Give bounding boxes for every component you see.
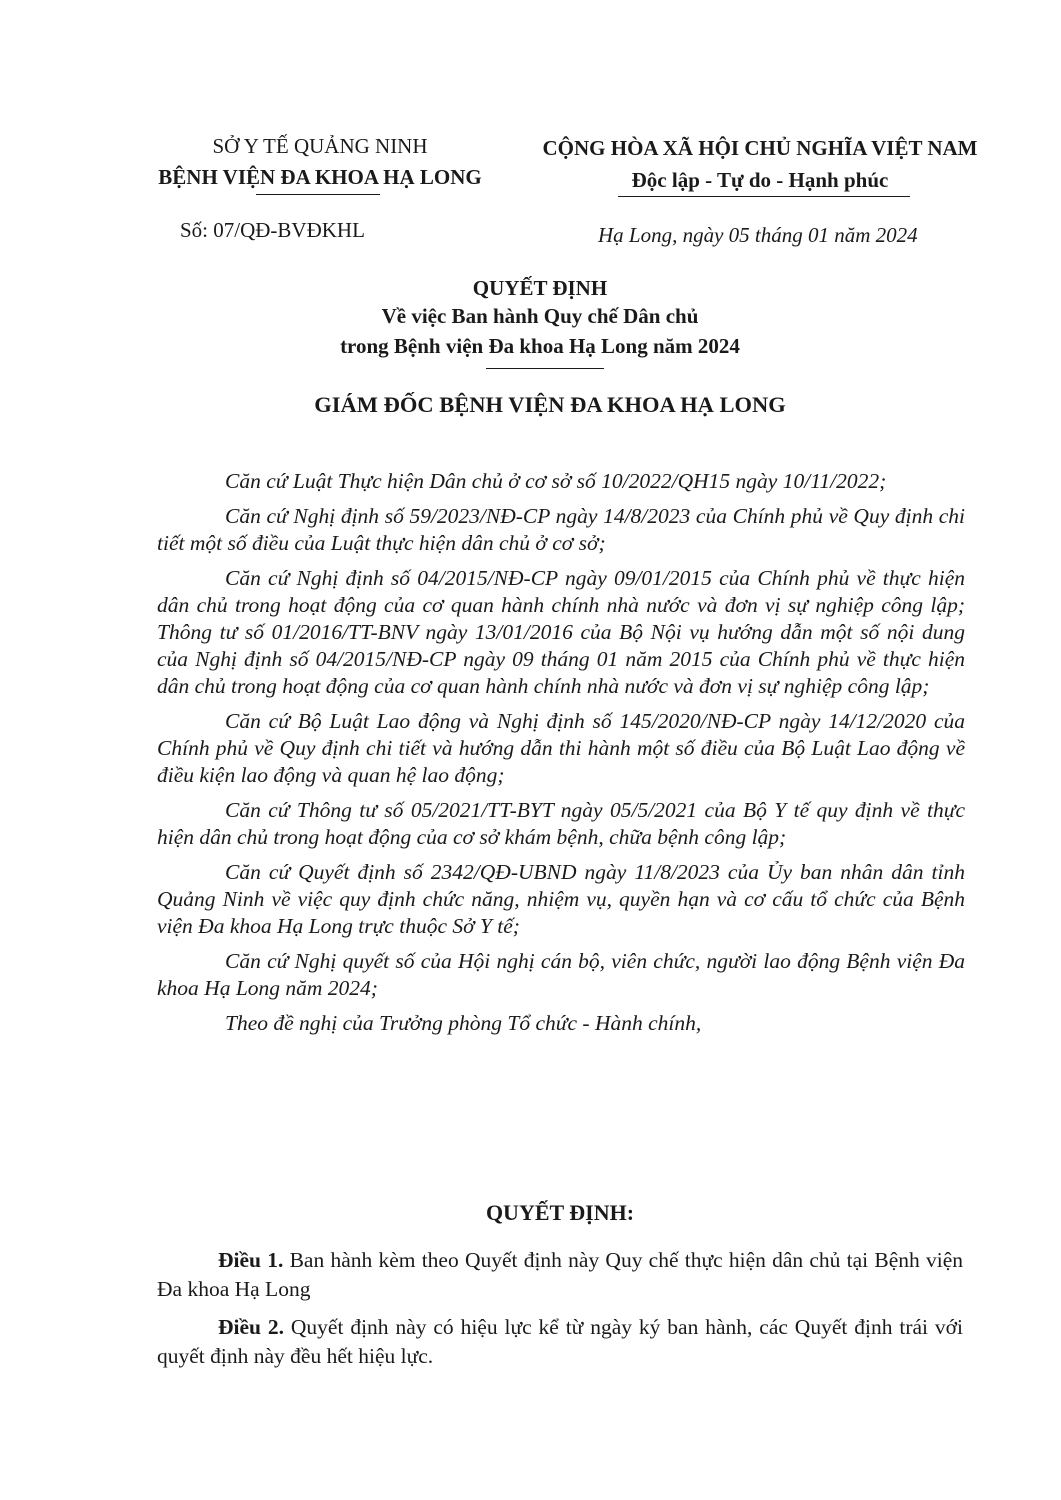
preamble-clause: Căn cứ Thông tư số 05/2021/TT-BYT ngày 05/5/2021 của Bộ Y tế quy định về thực hiện dân chủ trong hoạt động của cơ sở khám bệnh, chữa bệnh công lập; <box>157 798 965 849</box>
agency-underline <box>256 194 380 195</box>
preamble-clause: Căn cứ Nghị định số 59/2023/NĐ-CP ngày 14/8/2023 của Chính phủ về Quy định chi tiết một số điều của Luật thực hiện dân chủ ở cơ sở; <box>157 504 965 555</box>
article-2 <box>157 1313 963 1371</box>
motto-underline <box>618 196 910 197</box>
preamble-clause: Căn cứ Quyết định số 2342/QĐ-UBND ngày 11/8/2023 của Ủy ban nhân dân tỉnh Quảng Ninh về việc quy định chức năng, nhiệm vụ, quyền hạn và cơ cấu tổ chức của Bệnh viện Đa khoa Hạ Long trực thuộc Sở Y tế; <box>157 860 965 938</box>
article-text: Quyết định này có hiệu lực kể từ ngày ký ban hành, các Quyết định trái với quyết định này đều hết hiệu lực. <box>157 1315 963 1368</box>
decision-heading: QUYẾT ĐỊNH: <box>485 1200 635 1225</box>
nation-name: CỘNG HÒA XÃ HỘI CHỦ NGHĨA VIỆT NAM <box>542 136 978 160</box>
subject-line-1: Về việc Ban hành Quy chế Dân chủ <box>381 304 699 328</box>
preamble-clause: Theo đề nghị của Trưởng phòng Tổ chức - Hành chính, <box>225 1011 702 1035</box>
place-date: Hạ Long, ngày 05 tháng 01 năm 2024 <box>598 223 918 247</box>
preamble-clause: Căn cứ Nghị quyết số của Hội nghị cán bộ, viên chức, người lao động Bệnh viện Đa khoa Hạ Long năm 2024; <box>157 949 965 1000</box>
agency-name: BỆNH VIỆN ĐA KHOA HẠ LONG <box>158 165 482 189</box>
article-text: Ban hành kèm theo Quyết định này Quy chế thực hiện dân chủ tại Bệnh viện Đa khoa Hạ Long <box>157 1248 964 1301</box>
article-1 <box>157 1246 963 1304</box>
document-type: QUYẾT ĐỊNH <box>472 276 608 300</box>
articles <box>157 1246 963 1380</box>
preamble-clause: Căn cứ Luật Thực hiện Dân chủ ở cơ sở số 10/2022/QH15 ngày 10/11/2022; <box>225 469 887 493</box>
document-number: Số: 07/QĐ-BVĐKHL <box>180 218 365 242</box>
preamble-clause: Căn cứ Nghị định số 04/2015/NĐ-CP ngày 09/01/2015 của Chính phủ về thực hiện dân chủ trong hoạt động của cơ quan hành chính nhà nước và đơn vị sự nghiệp công lập; Thông tư số 01/2016/TT-BNV ngày 13/01/2016 của Bộ Nội vụ hướng dẫn một số nội dung của Nghị định số 04/2015/NĐ-CP ngày 09 tháng 01 năm 2015 của Chính phủ về thực hiện dân chủ trong hoạt động của cơ quan hành chính nhà nước và đơn vị sự nghiệp công lập; <box>157 566 965 698</box>
national-motto: Độc lập - Tự do - Hạnh phúc <box>631 168 889 192</box>
preamble-clause: Căn cứ Bộ Luật Lao động và Nghị định số 145/2020/NĐ-CP ngày 14/12/2020 của Chính phủ về Quy định chi tiết và hướng dẫn thi hành một số điều của Bộ Luật Lao động về điều kiện lao động và quan hệ lao động; <box>157 709 965 787</box>
article-label: Điều 1. <box>218 1248 284 1272</box>
article-label: Điều 2. <box>218 1315 285 1339</box>
preamble <box>157 468 965 1045</box>
issuing-authority: GIÁM ĐỐC BỆNH VIỆN ĐA KHOA HẠ LONG <box>314 392 786 417</box>
subject-underline <box>486 368 604 369</box>
agency-parent: SỞ Y TẾ QUẢNG NINH <box>212 134 428 158</box>
subject-line-2: trong Bệnh viện Đa khoa Hạ Long năm 2024 <box>340 334 740 358</box>
